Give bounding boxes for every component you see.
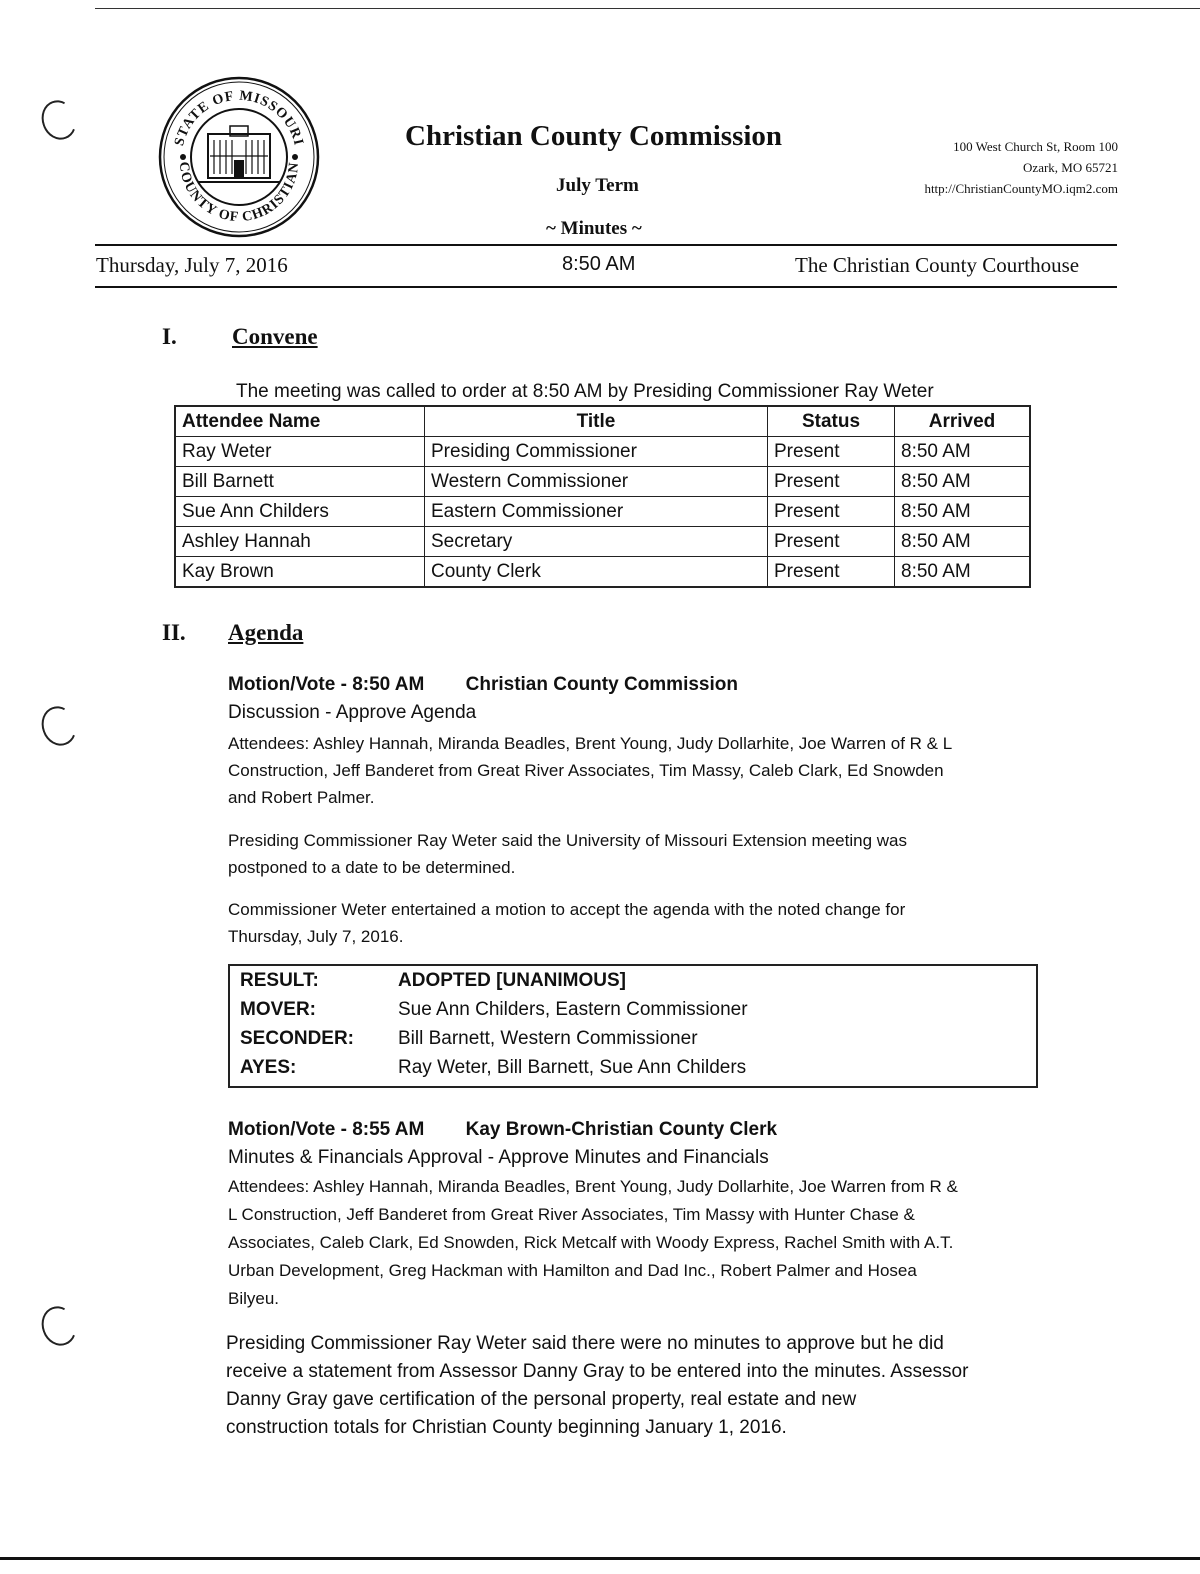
motion-time: 8:55 AM: [352, 1119, 425, 1140]
attendee-title: Eastern Commissioner: [425, 497, 768, 527]
text-line: Associates, Caleb Clark, Ed Snowden, Rick Metcalf with Woody Express, Rachel Smith with A.T.: [228, 1233, 954, 1252]
result-value: ADOPTED [UNANIMOUS]: [398, 969, 626, 991]
binder-hole-middle: [36, 701, 82, 750]
attendee-arrived: 8:50 AM: [895, 437, 1030, 467]
result-label: MOVER:: [240, 998, 316, 1020]
text-line: Bilyeu.: [228, 1289, 280, 1308]
result-label: RESULT:: [240, 969, 319, 991]
text-line: and Robert Palmer.: [228, 788, 375, 807]
section-title-agenda: Agenda: [228, 620, 304, 645]
attendee-status: Present: [768, 557, 895, 588]
term-label: July Term: [556, 175, 639, 196]
attendee-arrived: 8:50 AM: [895, 557, 1030, 588]
convene-intro: The meeting was called to order at 8:50 AM by Presiding Commissioner Ray Weter: [236, 381, 934, 402]
text-line: Attendees: Ashley Hannah, Miranda Beadles, Brent Young, Judy Dollarhite, Joe Warren from R &: [228, 1177, 958, 1196]
text-line: Construction, Jeff Banderet from Great River Associates, Tim Massy, Caleb Clark, Ed Snowden: [228, 761, 944, 780]
result-row: [230, 966, 1036, 995]
section-title-convene: Convene: [232, 324, 318, 349]
column-header: Arrived: [895, 407, 1030, 437]
text-line: Attendees: Ashley Hannah, Miranda Beadles, Brent Young, Judy Dollarhite, Joe Warren of R & L: [228, 734, 953, 753]
attendee-arrived: 8:50 AM: [895, 527, 1030, 557]
motion-time: 8:50 AM: [352, 674, 425, 695]
result-row: [230, 1024, 1036, 1053]
paragraph-extension-postponed: [228, 827, 907, 881]
column-header: Status: [768, 407, 895, 437]
attendee-name: Ashley Hannah: [176, 527, 425, 557]
result-value: Ray Weter, Bill Barnett, Sue Ann Childers: [398, 1056, 747, 1078]
attendee-title: Western Commissioner: [425, 467, 768, 497]
attendee-title: Secretary: [425, 527, 768, 557]
result-row: [230, 995, 1036, 1024]
motion-discussion-2: Minutes & Financials Approval - Approve Minutes and Financials: [228, 1147, 769, 1168]
header-rule-bottom: [95, 286, 1117, 288]
motion-label: Motion/Vote -: [228, 1119, 347, 1140]
meeting-date: Thursday, July 7, 2016: [96, 253, 288, 277]
table-row: [176, 497, 1029, 527]
attendee-title: County Clerk: [425, 557, 768, 588]
result-label: AYES:: [240, 1056, 297, 1078]
motion-header-2: [228, 1119, 777, 1141]
text-line: Presiding Commissioner Ray Weter said the University of Missouri Extension meeting was: [228, 831, 907, 850]
text-line: Commissioner Weter entertained a motion to accept the agenda with the noted change for: [228, 900, 906, 919]
attendee-status: Present: [768, 437, 895, 467]
text-line: postponed to a date to be determined.: [228, 858, 516, 877]
result-label: SECONDER:: [240, 1027, 355, 1049]
motion-discussion-1: Discussion - Approve Agenda: [228, 702, 477, 723]
text-line: Danny Gray gave certification of the personal property, real estate and new: [226, 1389, 857, 1410]
website-url: http://ChristianCountyMO.iqm2.com: [924, 181, 1118, 196]
attendee-arrived: 8:50 AM: [895, 497, 1030, 527]
address-line: 100 West Church St, Room 100: [953, 139, 1118, 154]
attendee-status: Present: [768, 497, 895, 527]
meeting-time: 8:50 AM: [562, 253, 636, 275]
column-header: Attendee Name: [176, 407, 425, 437]
bottom-page-edge: [0, 1557, 1200, 1560]
motion-presenter: Kay Brown-Christian County Clerk: [465, 1119, 778, 1140]
attendees-paragraph-2: [228, 1173, 958, 1313]
result-value: Bill Barnett, Western Commissioner: [398, 1027, 698, 1049]
text-line: Thursday, July 7, 2016.: [228, 927, 404, 946]
motion-label: Motion/Vote -: [228, 674, 347, 695]
attendee-name: Bill Barnett: [176, 467, 425, 497]
header-rule-top: [95, 244, 1117, 246]
column-header: Title: [425, 407, 768, 437]
text-line: receive a statement from Assessor Danny Gray to be entered into the minutes. Assessor: [226, 1361, 969, 1382]
binder-hole-bottom: [36, 1301, 82, 1350]
top-page-edge: [95, 8, 1200, 9]
motion-presenter: Christian County Commission: [465, 674, 738, 695]
attendee-status: Present: [768, 467, 895, 497]
attendee-status: Present: [768, 527, 895, 557]
attendee-name: Kay Brown: [176, 557, 425, 588]
svg-text:STATE OF MISSOURI: STATE OF MISSOURI: [172, 88, 306, 148]
text-line: Presiding Commissioner Ray Weter said there were no minutes to approve but he did: [226, 1333, 944, 1354]
attendee-title: Presiding Commissioner: [425, 437, 768, 467]
section-number-convene: I.: [162, 324, 177, 349]
attendee-table: [174, 405, 1031, 588]
table-row: [176, 557, 1029, 588]
meeting-location: The Christian County Courthouse: [795, 253, 1080, 277]
svg-text:COUNTY OF CHRISTIAN: COUNTY OF CHRISTIAN: [175, 161, 303, 226]
result-row: [230, 1053, 1036, 1082]
doc-type-label: ~ Minutes ~: [546, 218, 642, 239]
attendees-paragraph-1: [228, 730, 952, 811]
address-line: Ozark, MO 65721: [1023, 160, 1118, 175]
table-row: [176, 527, 1029, 557]
paragraph-assessor-statement: [226, 1330, 968, 1442]
attendee-name: Ray Weter: [176, 437, 425, 467]
text-line: construction totals for Christian County beginning January 1, 2016.: [226, 1417, 787, 1438]
text-line: Urban Development, Greg Hackman with Hamilton and Dad Inc., Robert Palmer and Hosea: [228, 1261, 917, 1280]
motion-header-1: [228, 674, 738, 696]
org-title: Christian County Commission: [405, 120, 783, 152]
table-row: [176, 467, 1029, 497]
county-seal-icon: [158, 76, 320, 238]
table-header-row: [176, 407, 1029, 437]
binder-hole-top: [36, 95, 82, 144]
text-line: L Construction, Jeff Banderet from Great River Associates, Tim Massy with Hunter Chase &: [228, 1205, 915, 1224]
paragraph-accept-agenda: [228, 896, 905, 950]
table-row: [176, 437, 1029, 467]
attendee-name: Sue Ann Childers: [176, 497, 425, 527]
section-number-agenda: II.: [162, 620, 186, 645]
vote-result-box: [228, 964, 1038, 1088]
address-block: [870, 136, 1118, 199]
result-value: Sue Ann Childers, Eastern Commissioner: [398, 998, 748, 1020]
attendee-arrived: 8:50 AM: [895, 467, 1030, 497]
